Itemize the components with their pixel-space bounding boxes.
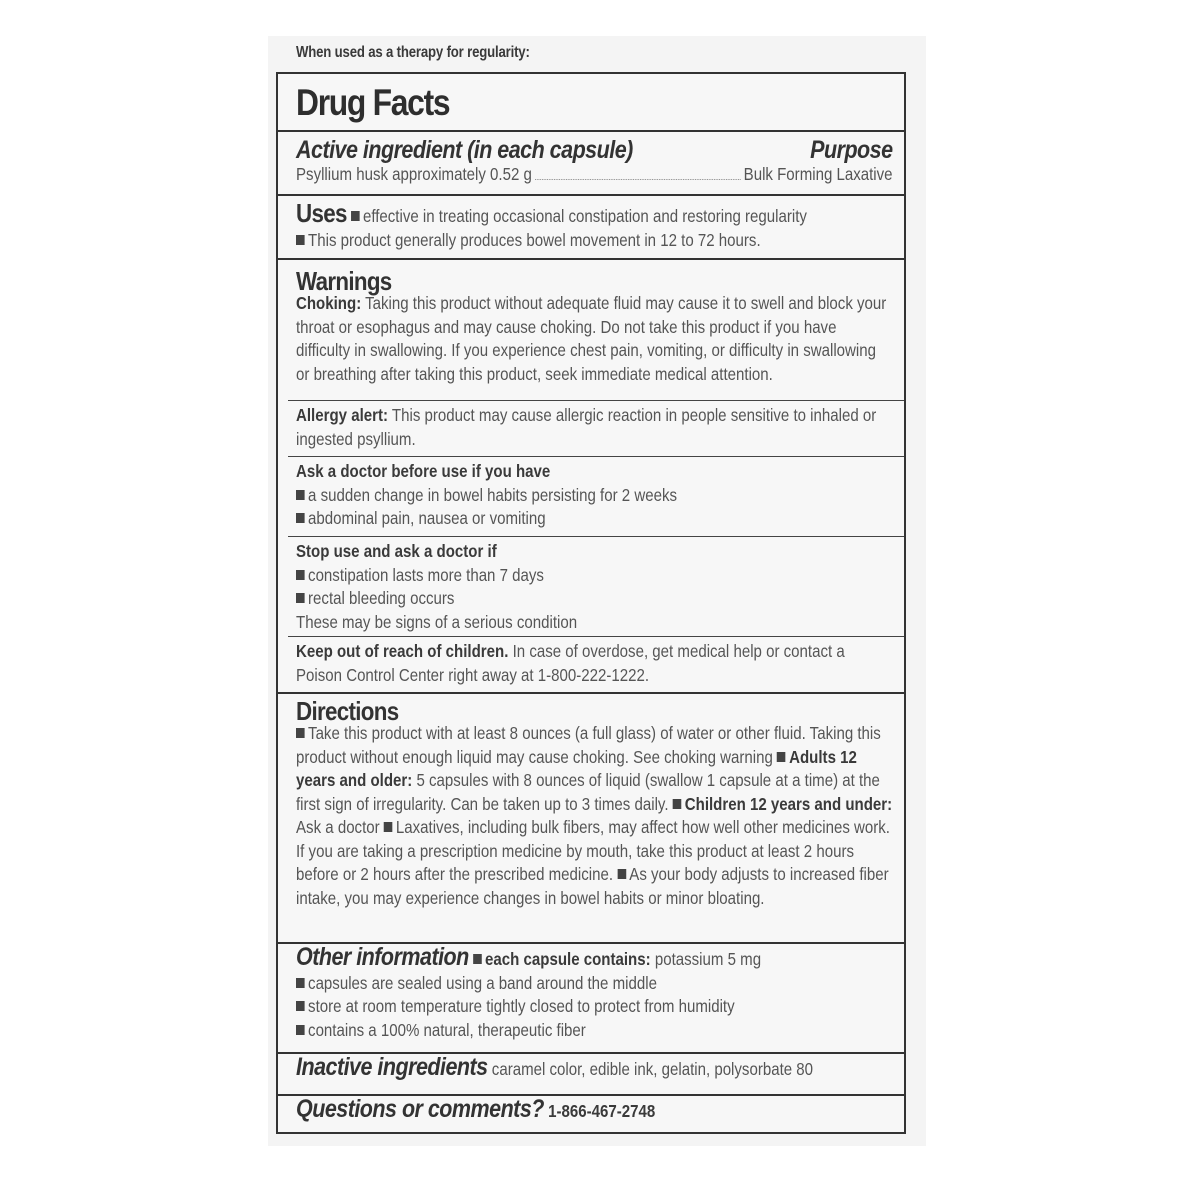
ask-doctor-item: a sudden change in bowel habits persisting for 2 weeks — [308, 484, 677, 505]
bullet-icon — [384, 822, 393, 832]
allergy-text: This product may cause allergic reaction in people sensitive to inhaled or ingested psyllium. — [296, 405, 877, 449]
children-label: Children 12 years and under: — [684, 793, 893, 814]
adults-label: Adults 12 years and older: — [296, 746, 857, 790]
keep-out-text: In case of overdose, get medical help or contact a Poison Control Center right away at 1-800-222-1222. — [296, 641, 845, 685]
leader-dots — [535, 179, 740, 180]
laxatives-text: Laxatives, including bulk fibers, may affect how well other medicines work. If you are taking a prescription medicine by mouth, take this product at least 2 hours before or 2 hours after the prescribed medicine. — [296, 817, 890, 884]
usage-note: When used as a therapy for regularity: — [296, 44, 530, 61]
other-info-item: capsules are sealed using a band around the middle — [308, 972, 657, 993]
stop-use-section — [278, 540, 904, 634]
bullet-icon — [296, 235, 305, 245]
choking-text: Taking this product without adequate fluid may cause it to swell and block your throat or esophagus and may cause choking. Do not take this product if you have difficulty in swallowing. If you experience chest pain, vomiting, or difficulty in swallowing or breathing after taking this product, seek immediate medical attention. — [296, 293, 887, 384]
bullet-icon — [296, 513, 305, 523]
bullet-icon — [351, 211, 360, 221]
stop-use-note: These may be signs of a serious condition — [296, 611, 578, 632]
uses-item: effective in treating occasional constipation and restoring regularity — [362, 206, 807, 226]
inactive-text: caramel color, edible ink, gelatin, polysorbate 80 — [491, 1059, 814, 1079]
stop-use-heading: Stop use and ask a doctor if — [296, 541, 497, 561]
uses-item: This product generally produces bowel movement in 12 to 72 hours. — [308, 229, 761, 250]
fiber-adjust-text: As your body adjusts to increased fiber intake, you may experience changes in bowel habits or minor bloating. — [296, 864, 889, 908]
bullet-icon — [296, 978, 305, 988]
divider — [288, 636, 904, 637]
bullet-icon — [296, 1001, 305, 1011]
choking-label: Choking: — [296, 293, 362, 313]
stop-use-item: rectal bleeding occurs — [308, 588, 455, 608]
drug-facts-panel — [276, 72, 906, 1134]
active-ingredient: Psyllium husk approximately 0.52 g — [296, 164, 532, 184]
warnings-section — [278, 266, 904, 386]
other-info-section — [278, 943, 904, 1042]
purpose-heading: Purpose — [810, 136, 893, 164]
drug-facts-title-section — [278, 82, 904, 124]
divider — [278, 692, 904, 694]
capsule-contains-label: each capsule contains: — [485, 949, 651, 969]
questions-section — [278, 1095, 904, 1124]
divider — [278, 258, 904, 260]
active-ingredient-section — [278, 136, 904, 187]
drug-facts-title: Drug Facts — [296, 82, 450, 123]
adults-text: 5 capsules with 8 ounces of liquid (swallow 1 capsule at a time) at the first sign of irregularity. Can be taken up to 3 times daily. — [296, 770, 880, 814]
active-ingredient-heading: Active ingredient (in each capsule) — [296, 136, 633, 164]
ask-doctor-heading: Ask a doctor before use if you have — [296, 461, 551, 481]
bullet-icon — [296, 490, 305, 500]
directions-heading: Directions — [296, 696, 399, 726]
bullet-icon — [673, 799, 682, 809]
divider — [288, 400, 904, 401]
allergy-label: Allergy alert: — [296, 405, 389, 425]
divider — [278, 130, 904, 132]
other-info-item: store at room temperature tightly closed to protect from humidity — [308, 996, 735, 1016]
divider — [288, 456, 904, 457]
keep-out-section — [278, 640, 904, 687]
purpose: Bulk Forming Laxative — [743, 164, 893, 184]
bullet-icon — [296, 570, 305, 580]
questions-heading: Questions or comments? — [296, 1095, 544, 1123]
divider — [288, 536, 904, 537]
ask-doctor-item: abdominal pain, nausea or vomiting — [308, 508, 546, 528]
inactive-heading: Inactive ingredients — [296, 1053, 488, 1081]
bullet-icon — [296, 593, 305, 603]
directions-section — [278, 696, 904, 910]
stop-use-item: constipation lasts more than 7 days — [308, 564, 544, 585]
bullet-icon — [296, 728, 305, 738]
directions-fluid: Take this product with at least 8 ounces (a full glass) of water or other fluid. Taking this product without enough liquid may cause choking. See choking warning — [296, 723, 881, 767]
other-info-heading: Other information — [296, 943, 469, 971]
other-info-item: contains a 100% natural, therapeutic fiber — [308, 1019, 586, 1040]
bullet-icon — [617, 869, 626, 879]
allergy-section — [278, 404, 904, 451]
inactive-section — [278, 1053, 904, 1082]
capsule-contains-text: potassium 5 mg — [654, 949, 762, 969]
uses-section — [278, 198, 904, 252]
bullet-icon — [473, 954, 482, 964]
bullet-icon — [777, 752, 786, 762]
bullet-icon — [296, 1025, 305, 1035]
children-text: Ask a doctor — [296, 817, 380, 837]
warnings-heading: Warnings — [296, 266, 392, 296]
ask-doctor-section — [278, 460, 904, 531]
uses-heading: Uses — [296, 198, 347, 228]
questions-phone: 1-866-467-2748 — [548, 1101, 656, 1121]
keep-out-label: Keep out of reach of children. — [296, 641, 509, 661]
divider — [278, 194, 904, 196]
